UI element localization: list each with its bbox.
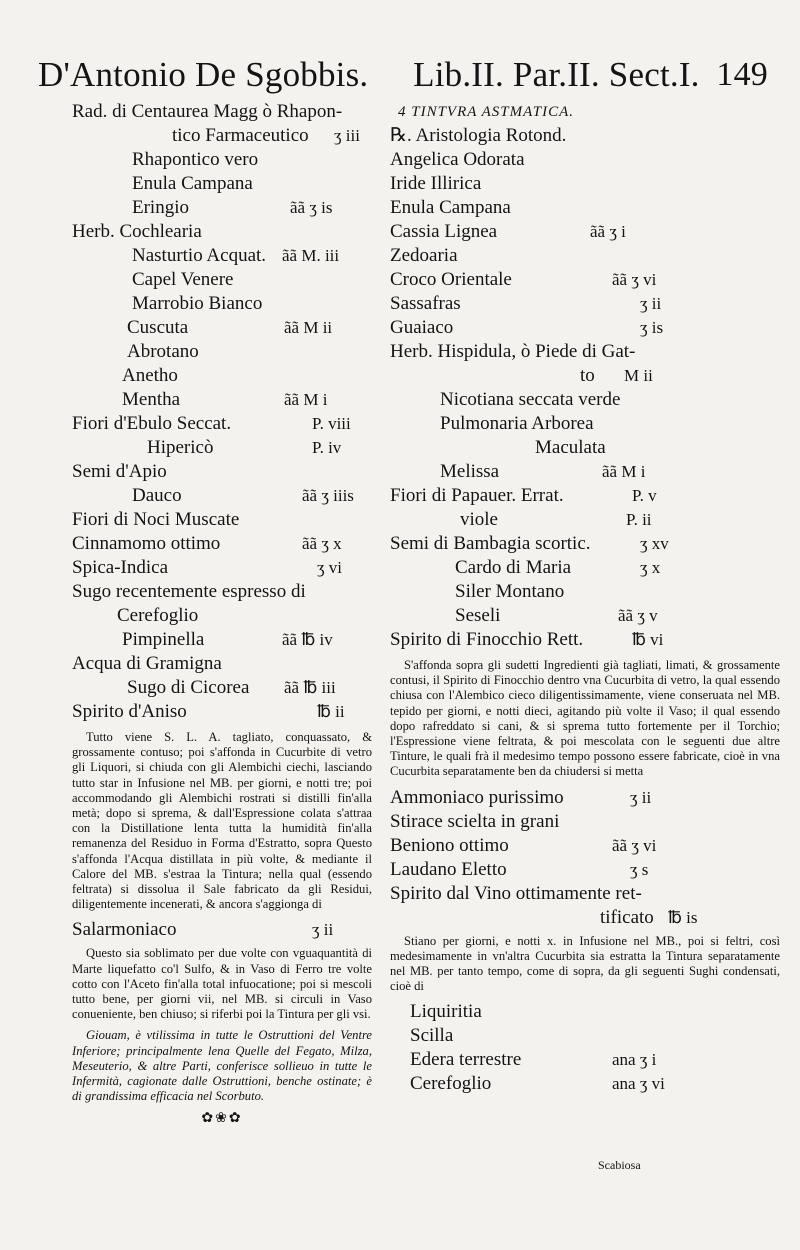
ingredient-row bbox=[72, 388, 372, 412]
ingredient-name: Siler Montano bbox=[455, 581, 565, 602]
ingredient-dose: ℔ ii bbox=[317, 702, 345, 721]
ingredient-name: Spirito di Finocchio Rett. bbox=[390, 629, 584, 650]
ingredient-name: Maculata bbox=[535, 437, 606, 458]
ingredient-dose: ana ʒ i bbox=[612, 1050, 657, 1070]
ingredient-name: Guaiaco bbox=[390, 317, 454, 338]
ingredient-dose: ãã ℔ iv bbox=[282, 630, 333, 649]
ingredient-row bbox=[390, 604, 780, 628]
ingredient-dose: ana ʒ vi bbox=[612, 1074, 665, 1094]
ingredient-name: Pulmonaria Arborea bbox=[440, 413, 594, 434]
preparation-text: Questo sia soblimato per due volte con vguaquantità di Marte liquefatto co'l Sulfo, & in Vaso di Ferro tre volte cotto con l'Aceto fin'alla total infuocatione; poi si mescoli tutto bene, per giorni vii, nel MB. si circuli in Vaso conueniente, ben chiuso; si riferbi poi la Tintura per gli vsi. bbox=[72, 946, 372, 1022]
ingredient-name: Iride Illirica bbox=[390, 173, 482, 194]
ingredient-dose: ʒ ii bbox=[312, 920, 334, 940]
ingredient-list bbox=[390, 1000, 780, 1096]
ingredient-name: Spirito d'Aniso bbox=[72, 701, 187, 722]
ingredient-name: Rhapontico vero bbox=[132, 149, 259, 170]
ingredient-name: to bbox=[580, 365, 595, 386]
ingredient-name: tico Farmaceutico bbox=[172, 125, 309, 146]
ingredient-row bbox=[390, 508, 780, 532]
ingredient-name: Angelica Odorata bbox=[390, 149, 525, 170]
ingredient-row bbox=[390, 172, 780, 196]
ingredient-name: Cinnamomo ottimo bbox=[72, 533, 221, 554]
ingredient-row bbox=[390, 1072, 780, 1096]
ingredient-dose: ãã ʒ vi bbox=[612, 835, 657, 855]
ingredient-row bbox=[390, 532, 780, 556]
ingredient-row bbox=[390, 460, 780, 484]
recipe-title-text: 4 TINTVRA ASTMATICA. bbox=[398, 104, 574, 120]
ingredient-name: tificato bbox=[600, 906, 654, 928]
ingredient-dose: ãã ʒ v bbox=[618, 606, 658, 625]
ingredient-row bbox=[390, 1024, 780, 1048]
ingredient-name: Anetho bbox=[122, 365, 178, 386]
ingredient-name: Sugo recentemente espresso di bbox=[72, 581, 306, 602]
ingredient-row bbox=[72, 556, 372, 580]
ingredient-row bbox=[390, 580, 780, 604]
preparation-text: Stiano per giorni, e notti x. in Infusione nel MB., poi si feltri, così medesimamente in vn'altra Cucurbita sia estratta la Tintura separatamente nel MB. per tanto tempo, come di sopra, da gli seguenti Sughi condensati, cioè di bbox=[390, 933, 780, 994]
ingredient-row bbox=[390, 834, 780, 858]
ingredient-row bbox=[390, 124, 780, 148]
ingredient-name: Mentha bbox=[122, 389, 181, 410]
ingredient-name: Fiori di Papauer. Errat. bbox=[390, 485, 564, 506]
ingredient-name: Capel Venere bbox=[132, 269, 234, 290]
ornament: ✿❀✿ bbox=[201, 1111, 243, 1127]
ingredient-row bbox=[390, 906, 780, 930]
ingredient-row bbox=[390, 292, 780, 316]
ingredient-dose: ʒ iii bbox=[334, 126, 360, 145]
ingredient-name: Herb. Cochlearia bbox=[72, 221, 202, 242]
ingredient-row bbox=[72, 508, 372, 532]
ingredient-row bbox=[72, 100, 372, 124]
ingredient-row bbox=[72, 652, 372, 676]
ingredient-dose: ʒ is bbox=[640, 318, 664, 337]
ingredient-name: Marrobio Bianco bbox=[132, 293, 263, 314]
ingredient-name: Cassia Lignea bbox=[390, 221, 498, 242]
ingredient-name: Hipericò bbox=[147, 437, 214, 458]
ingredient-row bbox=[72, 700, 372, 724]
ingredient-name: Edera terrestre bbox=[410, 1049, 522, 1071]
ingredient-dose: ʒ xv bbox=[640, 534, 669, 553]
ingredient-name: Zedoaria bbox=[390, 245, 458, 266]
ingredient-dose: ãã ʒ vi bbox=[612, 270, 657, 289]
ingredient-row bbox=[72, 628, 372, 652]
ingredient-dose: ãã ʒ is bbox=[290, 198, 333, 217]
ingredient-row bbox=[72, 484, 372, 508]
ingredient-row bbox=[72, 268, 372, 292]
ingredient-row bbox=[390, 196, 780, 220]
ingredient-name: Sugo di Cicorea bbox=[127, 677, 250, 698]
ingredient-row bbox=[390, 412, 780, 436]
ingredient-list bbox=[72, 918, 372, 942]
ingredient-name: Rad. di Centaurea Magg ò Rhapon- bbox=[72, 101, 343, 122]
ingredient-dose: ãã ʒ iiis bbox=[302, 486, 354, 505]
ingredient-dose: ãã M. iii bbox=[282, 246, 340, 265]
running-head-section: Lib.II. Par.II. Sect.I. bbox=[413, 55, 700, 94]
ingredient-name: Fiori di Noci Muscate bbox=[72, 509, 240, 530]
preparation-text: Tutto viene S. L. A. tagliato, conquassato, & grossamente contuso; poi s'affonda in Cucurbite di vetro gli Liquori, si chiuda con gli Alembichi ciechi, lasciando tutto star in Infusione nel MB. per giorni, e notti tre; poi accommodando gli Alembichi rostrati si distilli fin'alla metà; dopo si sprema, & dall'Espressione colata s'attraa con la Distillatione lenta tutta la humidità fin'alla remanenza del Residuo in Forma d'Estratto, sopra Questo s'affonda l'Acqua distillata in più volte, & mediante il Calore del MB. s'estraa la Tintura; nella qual (essendo feltrata) si dissolua il Sale fabricato da gli Residui, diligentemente incenerati, & ancora s'aggionga di bbox=[72, 730, 372, 912]
ingredient-row bbox=[390, 556, 780, 580]
ingredient-row bbox=[72, 532, 372, 556]
ingredient-row bbox=[72, 460, 372, 484]
running-head bbox=[38, 52, 768, 98]
ingredient-row bbox=[390, 316, 780, 340]
ingredient-row bbox=[72, 918, 372, 942]
ingredient-row bbox=[72, 148, 372, 172]
ingredient-row bbox=[390, 786, 780, 810]
ingredient-name: Herb. Hispidula, ò Piede di Gat- bbox=[390, 341, 636, 362]
ingredient-row bbox=[390, 484, 780, 508]
ingredient-dose: P. viii bbox=[312, 414, 351, 433]
recipe-title bbox=[390, 100, 780, 124]
ingredient-name: viole bbox=[460, 509, 498, 530]
virtues-text: Giouam, è vtilissima in tutte le Ostruttioni del Ventre Inferiore; principalmente lena Quelle del Fegato, Milza, Meseuterio, & altre Parti, conferisce sollieuo in tutte le Infermità, cagionate dalle Ostruttioni, benche ostinate; è di grandissima efficacia nel Scorbuto. bbox=[72, 1028, 372, 1104]
page-number: 149 bbox=[716, 56, 768, 93]
ingredient-dose: P. iv bbox=[312, 438, 342, 457]
ingredient-row bbox=[72, 196, 372, 220]
ingredient-name: Enula Campana bbox=[132, 173, 253, 194]
ingredient-name: Liquiritia bbox=[410, 1001, 482, 1023]
ingredient-name: Scilla bbox=[410, 1025, 454, 1047]
ingredient-row bbox=[390, 388, 780, 412]
ingredient-row bbox=[72, 580, 372, 604]
ingredient-row bbox=[72, 340, 372, 364]
ingredient-row bbox=[72, 220, 372, 244]
ingredient-name: Melissa bbox=[440, 461, 500, 482]
ingredient-row bbox=[390, 220, 780, 244]
ingredient-row bbox=[390, 340, 780, 364]
ingredient-name: Cuscuta bbox=[127, 317, 189, 338]
ingredient-row bbox=[390, 244, 780, 268]
ingredient-name: Enula Campana bbox=[390, 197, 511, 218]
ingredient-dose: ãã ℔ iii bbox=[284, 678, 336, 697]
ingredient-row bbox=[390, 628, 780, 652]
ingredient-name: Cardo di Maria bbox=[455, 557, 572, 578]
ingredient-dose: ãã M ii bbox=[284, 318, 333, 337]
preparation-text: S'affonda sopra gli sudetti Ingredienti già tagliati, limati, & grossamente contusi, il Spirito di Finocchio dentro vna Cucurbita di vetro, la qual essendo chiusa con l'Alembico cieco diligentissimamente, viene conseruata nel MB. tepido per giorni, e notti dieci, agitando più volte il Vaso; il qual essendo dopo rafreddato si cani, & si sprema tutto fortemente per il Torchio; l'Espressione viene feltrata, & poi mescolata con le seguenti due altre Tinture, le quali frà il medesimo tempo possono essere fabricate, cioè in vna Cucurbita separatamente ben da chiudersi si metta bbox=[390, 658, 780, 779]
ingredient-row bbox=[72, 676, 372, 700]
ingredient-row bbox=[72, 124, 372, 148]
ingredient-name: Dauco bbox=[132, 485, 182, 506]
ingredient-name: Eringio bbox=[132, 197, 189, 218]
ingredient-row bbox=[390, 810, 780, 834]
ingredient-list bbox=[390, 786, 780, 930]
ingredient-dose: ʒ ii bbox=[630, 787, 652, 807]
ingredient-name: Cerefoglio bbox=[410, 1073, 492, 1095]
ingredient-name: Ammoniaco purissimo bbox=[390, 786, 564, 808]
ingredient-name: Laudano Eletto bbox=[390, 858, 507, 880]
ingredient-dose: M ii bbox=[624, 366, 653, 385]
ingredient-list bbox=[72, 100, 372, 724]
ingredient-dose: ʒ vi bbox=[317, 558, 343, 577]
ingredient-row bbox=[72, 244, 372, 268]
ingredient-row bbox=[390, 858, 780, 882]
ingredient-row bbox=[390, 148, 780, 172]
ingredient-row bbox=[390, 1000, 780, 1024]
ingredient-name: Beniono ottimo bbox=[390, 834, 509, 856]
ingredient-row bbox=[390, 882, 780, 906]
ingredient-row bbox=[390, 364, 780, 388]
ingredient-name: Pimpinella bbox=[122, 629, 205, 650]
ingredient-name: Acqua di Gramigna bbox=[72, 653, 222, 674]
ingredient-row bbox=[72, 292, 372, 316]
ingredient-dose: P. ii bbox=[626, 510, 652, 529]
ingredient-name: Cerefoglio bbox=[117, 605, 199, 626]
ingredient-row bbox=[72, 436, 372, 460]
ingredient-row bbox=[390, 436, 780, 460]
ingredient-row bbox=[72, 604, 372, 628]
ingredient-dose: ℔ is bbox=[668, 907, 698, 927]
ingredient-dose: ãã M i bbox=[602, 462, 646, 481]
ingredient-dose: ãã M i bbox=[284, 390, 328, 409]
ingredient-name: Seseli bbox=[455, 605, 501, 626]
ingredient-name: Nasturtio Acquat. bbox=[132, 245, 267, 266]
ingredient-name: Salarmoniaco bbox=[72, 919, 177, 941]
ingredient-dose: ãã ʒ x bbox=[302, 534, 342, 553]
ingredient-row bbox=[72, 412, 372, 436]
catchword: Scabiosa bbox=[598, 1158, 641, 1172]
ingredient-name: Semi d'Apio bbox=[72, 461, 167, 482]
ingredient-name: Fiori d'Ebulo Seccat. bbox=[72, 413, 232, 434]
left-column bbox=[72, 100, 372, 1127]
ingredient-name: Nicotiana seccata verde bbox=[440, 389, 621, 410]
ingredient-dose: P. v bbox=[632, 486, 657, 505]
ingredient-name: Sassafras bbox=[390, 293, 461, 314]
ingredient-row bbox=[72, 316, 372, 340]
ingredient-name: Stirace scielta in grani bbox=[390, 810, 560, 832]
ingredient-row bbox=[390, 268, 780, 292]
ingredient-dose: ℔ vi bbox=[632, 630, 664, 649]
ingredient-list bbox=[390, 124, 780, 652]
ingredient-row bbox=[390, 1048, 780, 1072]
ingredient-dose: ʒ x bbox=[640, 558, 661, 577]
ingredient-row bbox=[72, 172, 372, 196]
ingredient-row bbox=[72, 364, 372, 388]
ingredient-dose: ʒ ii bbox=[640, 294, 662, 313]
ingredient-name: ℞. Aristologia Rotond. bbox=[390, 125, 567, 146]
ingredient-name: Croco Orientale bbox=[390, 269, 512, 290]
right-column bbox=[390, 100, 780, 1096]
ingredient-name: Abrotano bbox=[127, 341, 199, 362]
ingredient-name: Semi di Bambagia scortic. bbox=[390, 533, 591, 554]
ingredient-dose: ʒ s bbox=[630, 859, 649, 879]
running-head-author: D'Antonio De Sgobbis. bbox=[38, 55, 369, 94]
ingredient-name: Spica-Indica bbox=[72, 557, 169, 578]
ingredient-name: Spirito dal Vino ottimamente ret- bbox=[390, 882, 642, 904]
ingredient-dose: ãã ʒ i bbox=[590, 222, 626, 241]
